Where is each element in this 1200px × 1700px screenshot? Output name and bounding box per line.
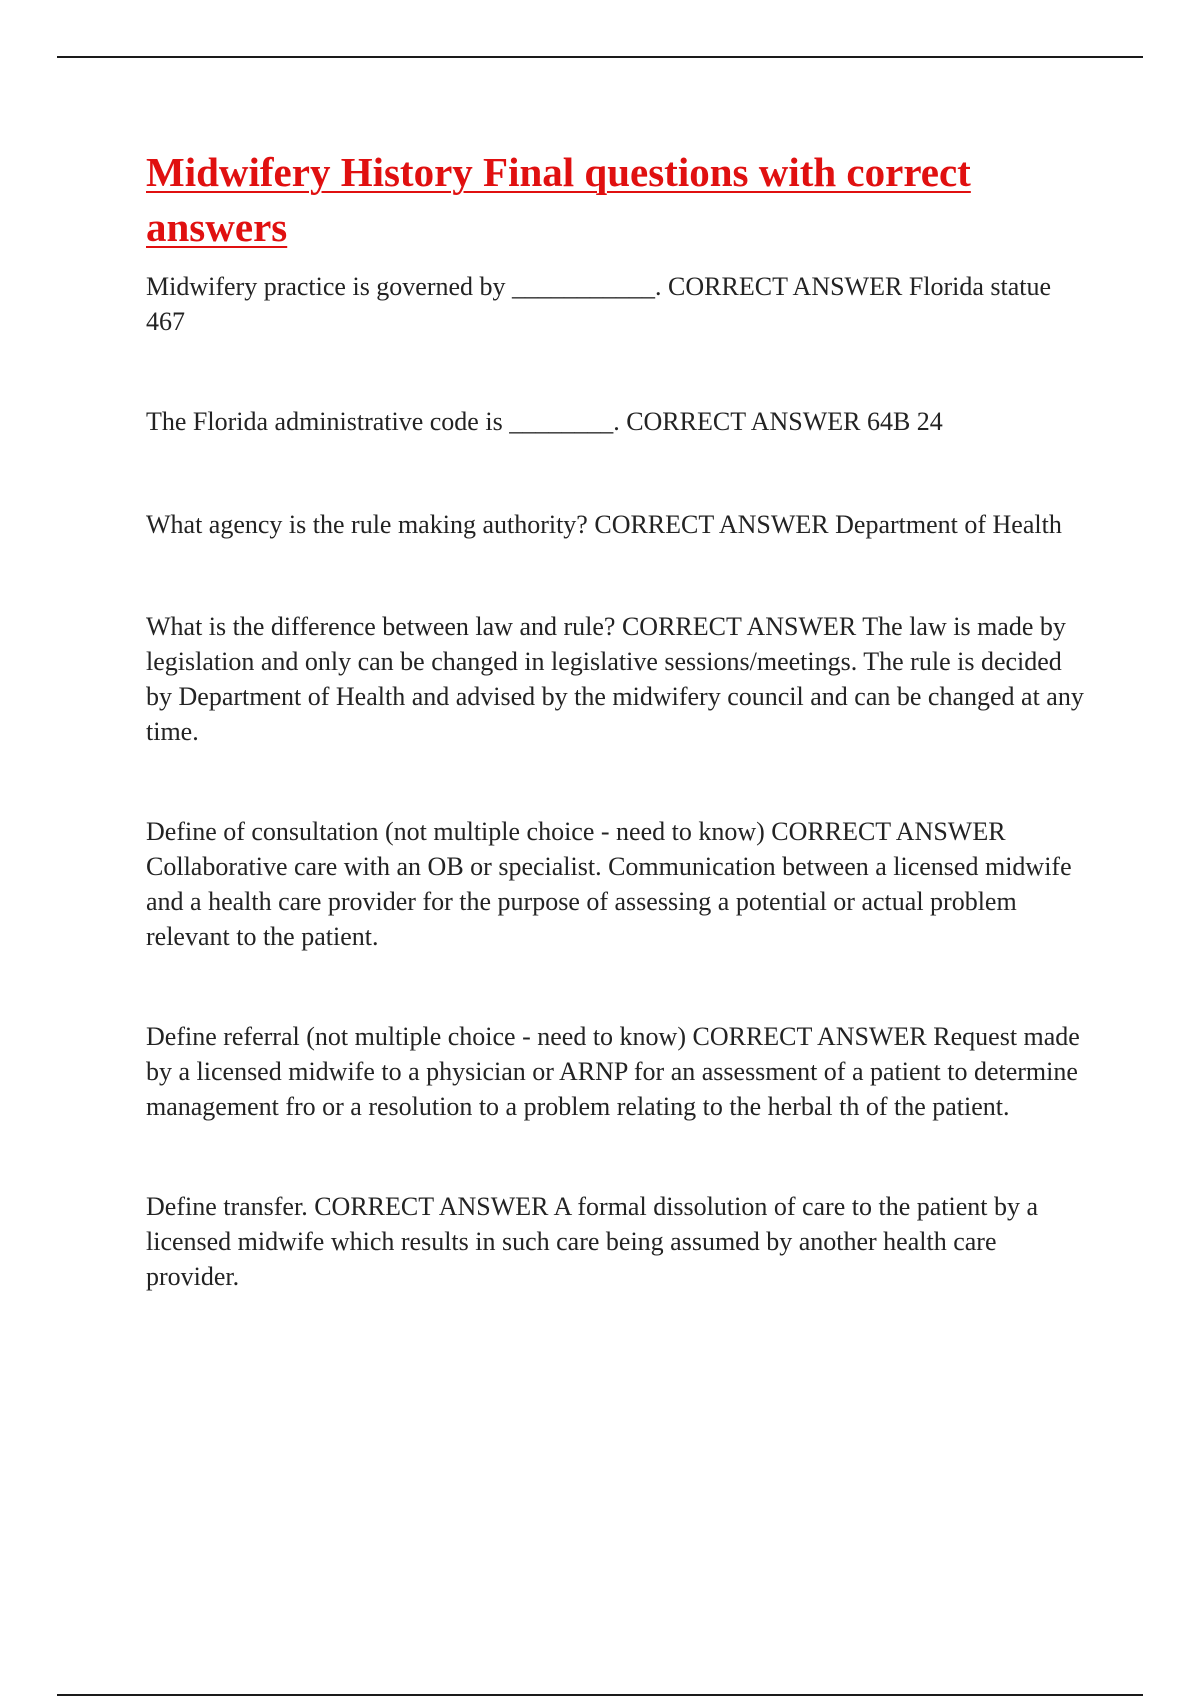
qa-item-4: What is the difference between law and rule? CORRECT ANSWER The law is made by legislation and only can be changed in legislative sessions/meetings. The rule is decided by Department of Health and advised by the midwifery council and can be changed at any time. <box>146 612 1084 746</box>
qa-item-2: The Florida administrative code is ________. CORRECT ANSWER 64B 24 <box>146 407 943 436</box>
top-rule <box>57 56 1143 58</box>
qa-item-7: Define transfer. CORRECT ANSWER A formal dissolution of care to the patient by a licensed midwife which results in such care being assumed by another health care provider. <box>146 1192 1039 1291</box>
qa-item-1: Midwifery practice is governed by ___________. CORRECT ANSWER Florida statue 467 <box>146 272 1052 336</box>
qa-item-6: Define referral (not multiple choice - need to know) CORRECT ANSWER Request made by a licensed midwife to a physician or ARNP for an assessment of a patient to determine management fro or a resolution to a problem relating to the herbal th of the patient. <box>146 1022 1080 1121</box>
qa-item-3: What agency is the rule making authority? CORRECT ANSWER Department of Health <box>146 510 1062 539</box>
document-title: Midwifery History Final questions with correct answers <box>146 149 971 250</box>
qa-item-5: Define of consultation (not multiple choice - need to know) CORRECT ANSWER Collaborative care with an OB or specialist. Communication between a licensed midwife and a health care provider for the purpose of assessing a potential or actual problem relevant to the patient. <box>146 817 1072 951</box>
document-body <box>146 145 1086 1294</box>
bottom-rule <box>57 1694 1143 1696</box>
